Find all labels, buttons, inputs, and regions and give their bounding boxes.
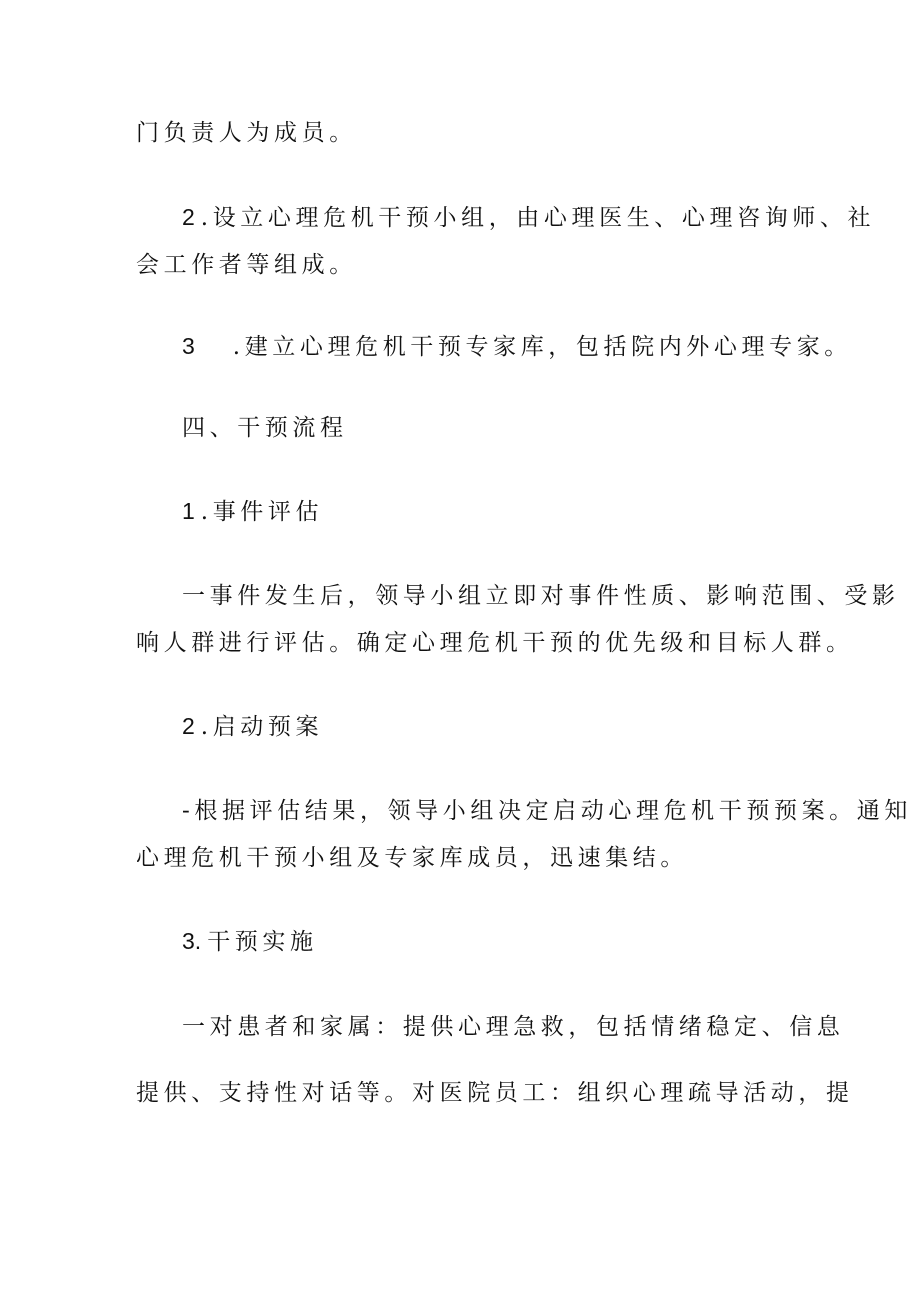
list-number: 1 — [182, 498, 195, 524]
paragraph-line — [136, 628, 854, 658]
paragraph-line — [182, 1012, 844, 1042]
text-run: 干预实施 — [207, 929, 318, 955]
text-run: .事件评估 — [200, 499, 324, 525]
list-number: 2 — [182, 204, 195, 230]
list-item-heading — [182, 331, 852, 362]
list-item-heading — [182, 202, 875, 233]
list-number: 2 — [182, 713, 195, 739]
paragraph-line — [136, 843, 688, 873]
paragraph-line — [136, 1078, 854, 1108]
subsection-heading — [182, 496, 323, 527]
paragraph-line — [136, 250, 357, 280]
text-run: 一对患者和家属：提供心理急救，包括情绪稳定、信息 — [182, 1014, 845, 1040]
text-run: .建立心理危机干预专家库，包括院内外心理专家。 — [232, 334, 852, 360]
paragraph-line — [182, 796, 912, 826]
text-run: 心理危机干预小组及专家库成员，迅速集结。 — [136, 845, 688, 871]
text-run: 提供、支持性对话等。对医院员工：组织心理疏导活动，提 — [136, 1080, 854, 1106]
section-heading — [182, 413, 348, 443]
text-run: .启动预案 — [200, 714, 324, 740]
text-run: .设立心理危机干预小组，由心理医生、心理咨询师、社 — [200, 205, 876, 231]
paragraph-line — [136, 118, 357, 148]
text-run: 门负责人为成员。 — [136, 120, 357, 146]
subsection-heading — [182, 711, 323, 742]
text-run: -根据评估结果，领导小组决定启动心理危机干预预案。通知 — [182, 798, 912, 824]
list-number: 3. — [182, 928, 202, 954]
text-run: 会工作者等组成。 — [136, 252, 357, 278]
text-run: 四、干预流程 — [182, 415, 348, 441]
text-run: 一事件发生后，领导小组立即对事件性质、影响范围、受影 — [182, 583, 900, 609]
paragraph-line — [182, 581, 900, 611]
text-run: 响人群进行评估。确定心理危机干预的优先级和目标人群。 — [136, 630, 854, 656]
list-number: 3 — [182, 333, 195, 359]
subsection-heading — [182, 926, 318, 957]
